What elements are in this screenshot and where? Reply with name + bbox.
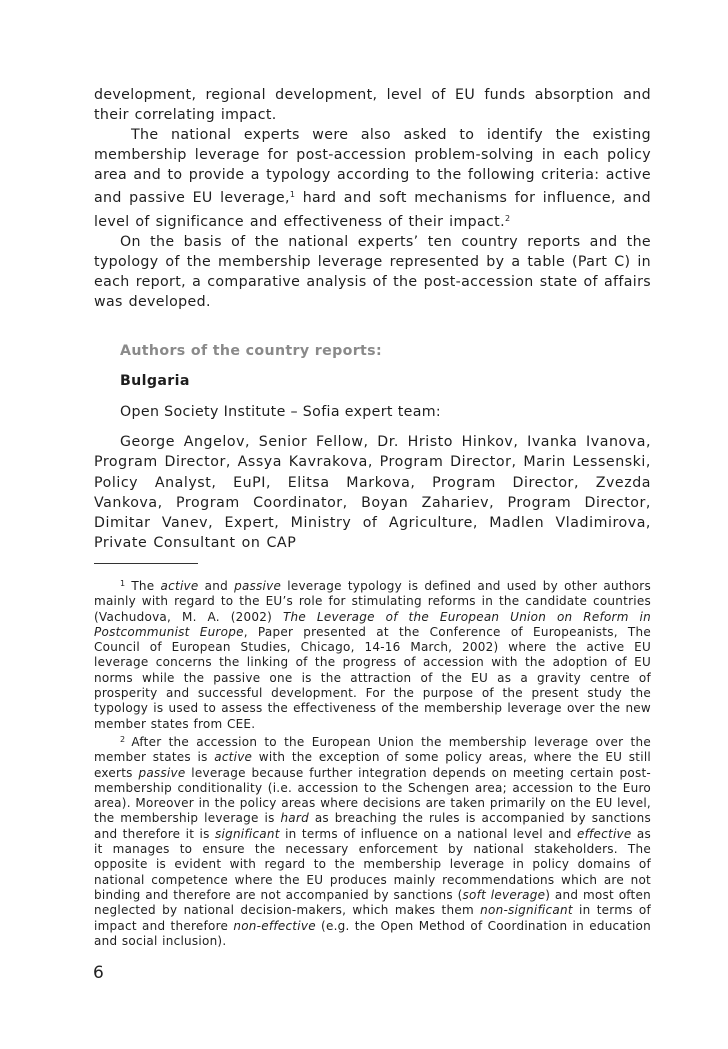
footnote-2 bbox=[94, 732, 651, 949]
paragraph-1: development, regional development, level of EU funds absorption and their correlating impact. bbox=[94, 87, 651, 124]
fn2-run-6: as breaching the rules is accompanied by sanctions and therefore it is bbox=[94, 811, 651, 841]
country-heading: Bulgaria bbox=[120, 373, 190, 389]
fn2-run-5: hard bbox=[280, 811, 309, 826]
footnote-1-marker: 1 bbox=[120, 579, 126, 588]
fn2-run-16: (e.g. the Open Method of Coordination in education and social inclusion). bbox=[94, 918, 651, 948]
fn2-run-7: significant bbox=[215, 826, 280, 841]
fn2-run-11: soft leverage bbox=[462, 887, 546, 902]
paragraph-2-part-a: The national experts were also asked to identify the existing membership leverage for post-accession problem-solving in each policy area and to provide a typology according to the following criteria: active and passive EU leverage, bbox=[94, 127, 651, 207]
fn1-run-6: , Paper presented at the Conference of Europeanists, The Council of European Studies, Chicago, 14-16 March, 2002) where the active EU leverage concerns the linking of the progress of accession with the adoption of EU norms while the passive one is the attraction of the EU as a gravity centre of prosperity and successful development. For the purpose of the present study the typology is used to assess the effectiveness of the membership leverage over the new member states from CEE. bbox=[94, 624, 651, 731]
fn1-run-3: passive bbox=[234, 579, 282, 593]
authors-heading: Authors of the country reports: bbox=[120, 343, 382, 359]
paragraph-2-part-b: hard and soft mechanisms for influence, and level of significance and effectiveness of their impact. bbox=[94, 190, 651, 230]
fn2-run-2: with the exception of some policy areas, where the EU still exerts bbox=[94, 750, 652, 780]
footnotes bbox=[94, 576, 651, 949]
fn2-run-15: non-effective bbox=[233, 918, 316, 933]
fn1-run-5: The Leverage of the European Union on Reform in Postcommunist Europe bbox=[94, 609, 651, 639]
fn1-run-4: leverage typology is defined and used by other authors mainly with regard to the EU’s role for stimulating reforms in the candidate countries (Vachudova, M. A. (2002) bbox=[94, 579, 651, 624]
fn2-run-3: passive bbox=[138, 765, 186, 780]
fn1-run-0: The bbox=[131, 579, 161, 593]
fn2-run-14: in terms of impact and therefore bbox=[94, 903, 651, 933]
fn2-run-1: active bbox=[214, 750, 253, 765]
footnote-1 bbox=[94, 576, 651, 732]
team-line: Open Society Institute – Sofia expert team: bbox=[120, 404, 442, 420]
footnote-ref-1[interactable]: 1 bbox=[289, 190, 296, 200]
fn2-run-4: leverage because further integration depends on meeting certain post-membership conditionality (i.e. accession to the Schengen area; accession to the Euro area). Moreover in the policy areas where decisions are taken primarily on the EU level, the membership leverage is bbox=[94, 765, 651, 826]
footnote-ref-2[interactable]: 2 bbox=[504, 213, 511, 223]
paragraph-3: On the basis of the national experts’ ten country reports and the typology of the membership leverage represented by a table (Part C) in each report, a comparative analysis of the post-accession state of affairs was developed. bbox=[94, 233, 651, 310]
fn2-run-9: effective bbox=[576, 826, 632, 841]
page-number: 6 bbox=[93, 963, 104, 983]
authors-members: George Angelov, Senior Fellow, Dr. Hristo Hinkov, Ivanka Ivanova, Program Director, Assya Kavrakova, Program Director, Marin Lessenski, Policy Analyst, EuPI, Elitsa Markova, Program Director, Zvezda Vankova, Program Coordinator, Boyan Zahariev, Program Director, Dimitar Vanev, Expert, Ministry of Agriculture, Madlen Vladimirova, Private Consultant on CAP bbox=[94, 434, 651, 552]
fn1-run-1: active bbox=[160, 579, 199, 593]
fn1-run-2: and bbox=[198, 579, 235, 593]
footnote-2-text bbox=[94, 735, 651, 948]
footnote-separator bbox=[94, 563, 198, 564]
footnote-2-marker: 2 bbox=[120, 734, 126, 744]
fn2-run-0: After the accession to the European Union the membership leverage over the member states is bbox=[94, 734, 651, 765]
authors-list-block bbox=[94, 432, 651, 554]
fn2-run-10: as it manages to ensure the necessary enforcement by national stakeholders. The opposite is evident with regard to the membership leverage in policy domains of national competence where the EU produces mainly recommendations which are not binding and therefore are not accompanied by sanctions ( bbox=[94, 826, 651, 902]
paragraph-2 bbox=[94, 125, 651, 231]
fn2-run-8: in terms of influence on a national level and bbox=[279, 826, 577, 841]
footnote-1-text bbox=[94, 579, 651, 731]
fn2-run-13: non-significant bbox=[480, 903, 573, 918]
body-text bbox=[94, 85, 651, 312]
fn2-run-12: ) and most often neglected by national decision-makers, which makes them bbox=[94, 887, 652, 918]
